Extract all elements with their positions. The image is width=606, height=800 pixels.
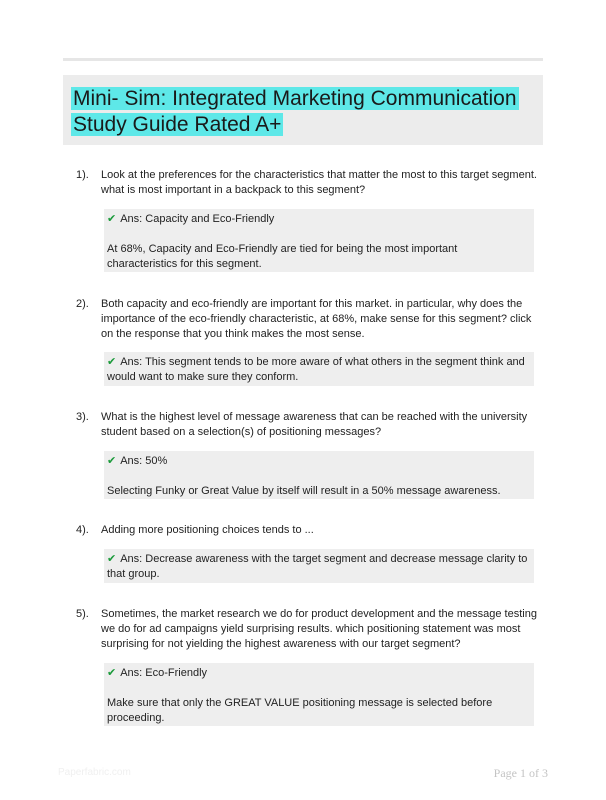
question-number: 3).	[76, 411, 89, 423]
answer-explanation: Selecting Funky or Great Value by itself will result in a 50% message awareness.	[107, 485, 501, 497]
top-divider	[63, 58, 543, 61]
question-text: What is the highest level of message awareness that can be reached with the university student based on a selection(s) of positioning messages?	[101, 411, 528, 438]
page-number: Page 1 of 3	[493, 766, 548, 780]
question-text: Adding more positioning choices tends to ...	[101, 524, 314, 536]
answer-box-2	[104, 352, 534, 386]
check-icon: ✔	[107, 213, 117, 225]
answer-explanation: At 68%, Capacity and Eco-Friendly are tied for being the most important characteristics for this segment.	[107, 243, 458, 270]
check-icon: ✔	[107, 553, 117, 565]
answer-box-5	[104, 663, 534, 726]
answer-text: Ans: 50%	[120, 455, 168, 467]
watermark: Paperfabric.com	[58, 767, 131, 778]
answer-text: Ans: Decrease awareness with the target segment and decrease message clarity to that group.	[107, 553, 528, 580]
check-icon: ✔	[107, 667, 117, 679]
answer-box-3	[104, 451, 534, 499]
check-icon: ✔	[107, 356, 117, 368]
question-number: 4).	[76, 524, 89, 536]
question-text: Look at the preferences for the characteristics that matter the most to this target segment. what is most important in a backpack to this segment?	[101, 169, 537, 196]
answer-text: Ans: Capacity and Eco-Friendly	[120, 213, 275, 225]
question-number: 2).	[76, 298, 89, 310]
question-number: 5).	[76, 608, 89, 620]
answer-box-1	[104, 209, 534, 272]
answer-box-4	[104, 549, 534, 583]
check-icon: ✔	[107, 455, 117, 467]
answer-text: Ans: This segment tends to be more aware of what others in the segment think and would want to make sure they conform.	[107, 356, 525, 383]
document-title: Mini- Sim: Integrated Marketing Communication Study Guide Rated A+	[73, 87, 517, 136]
answer-explanation: Make sure that only the GREAT VALUE positioning message is selected before proceeding.	[107, 697, 493, 724]
question-number: 1).	[76, 169, 89, 181]
question-text: Both capacity and eco-friendly are important for this market. in particular, why does the importance of the eco-friendly characteristic, at 68%, make sense for this segment? click on the response that you think makes the most sense.	[101, 298, 532, 340]
question-text: Sometimes, the market research we do for product development and the message testing we do for ad campaigns yield surprising results. which positioning statement was most surprising for not yielding the highest awareness with our target segment?	[101, 608, 537, 650]
answer-text: Ans: Eco-Friendly	[120, 667, 208, 679]
